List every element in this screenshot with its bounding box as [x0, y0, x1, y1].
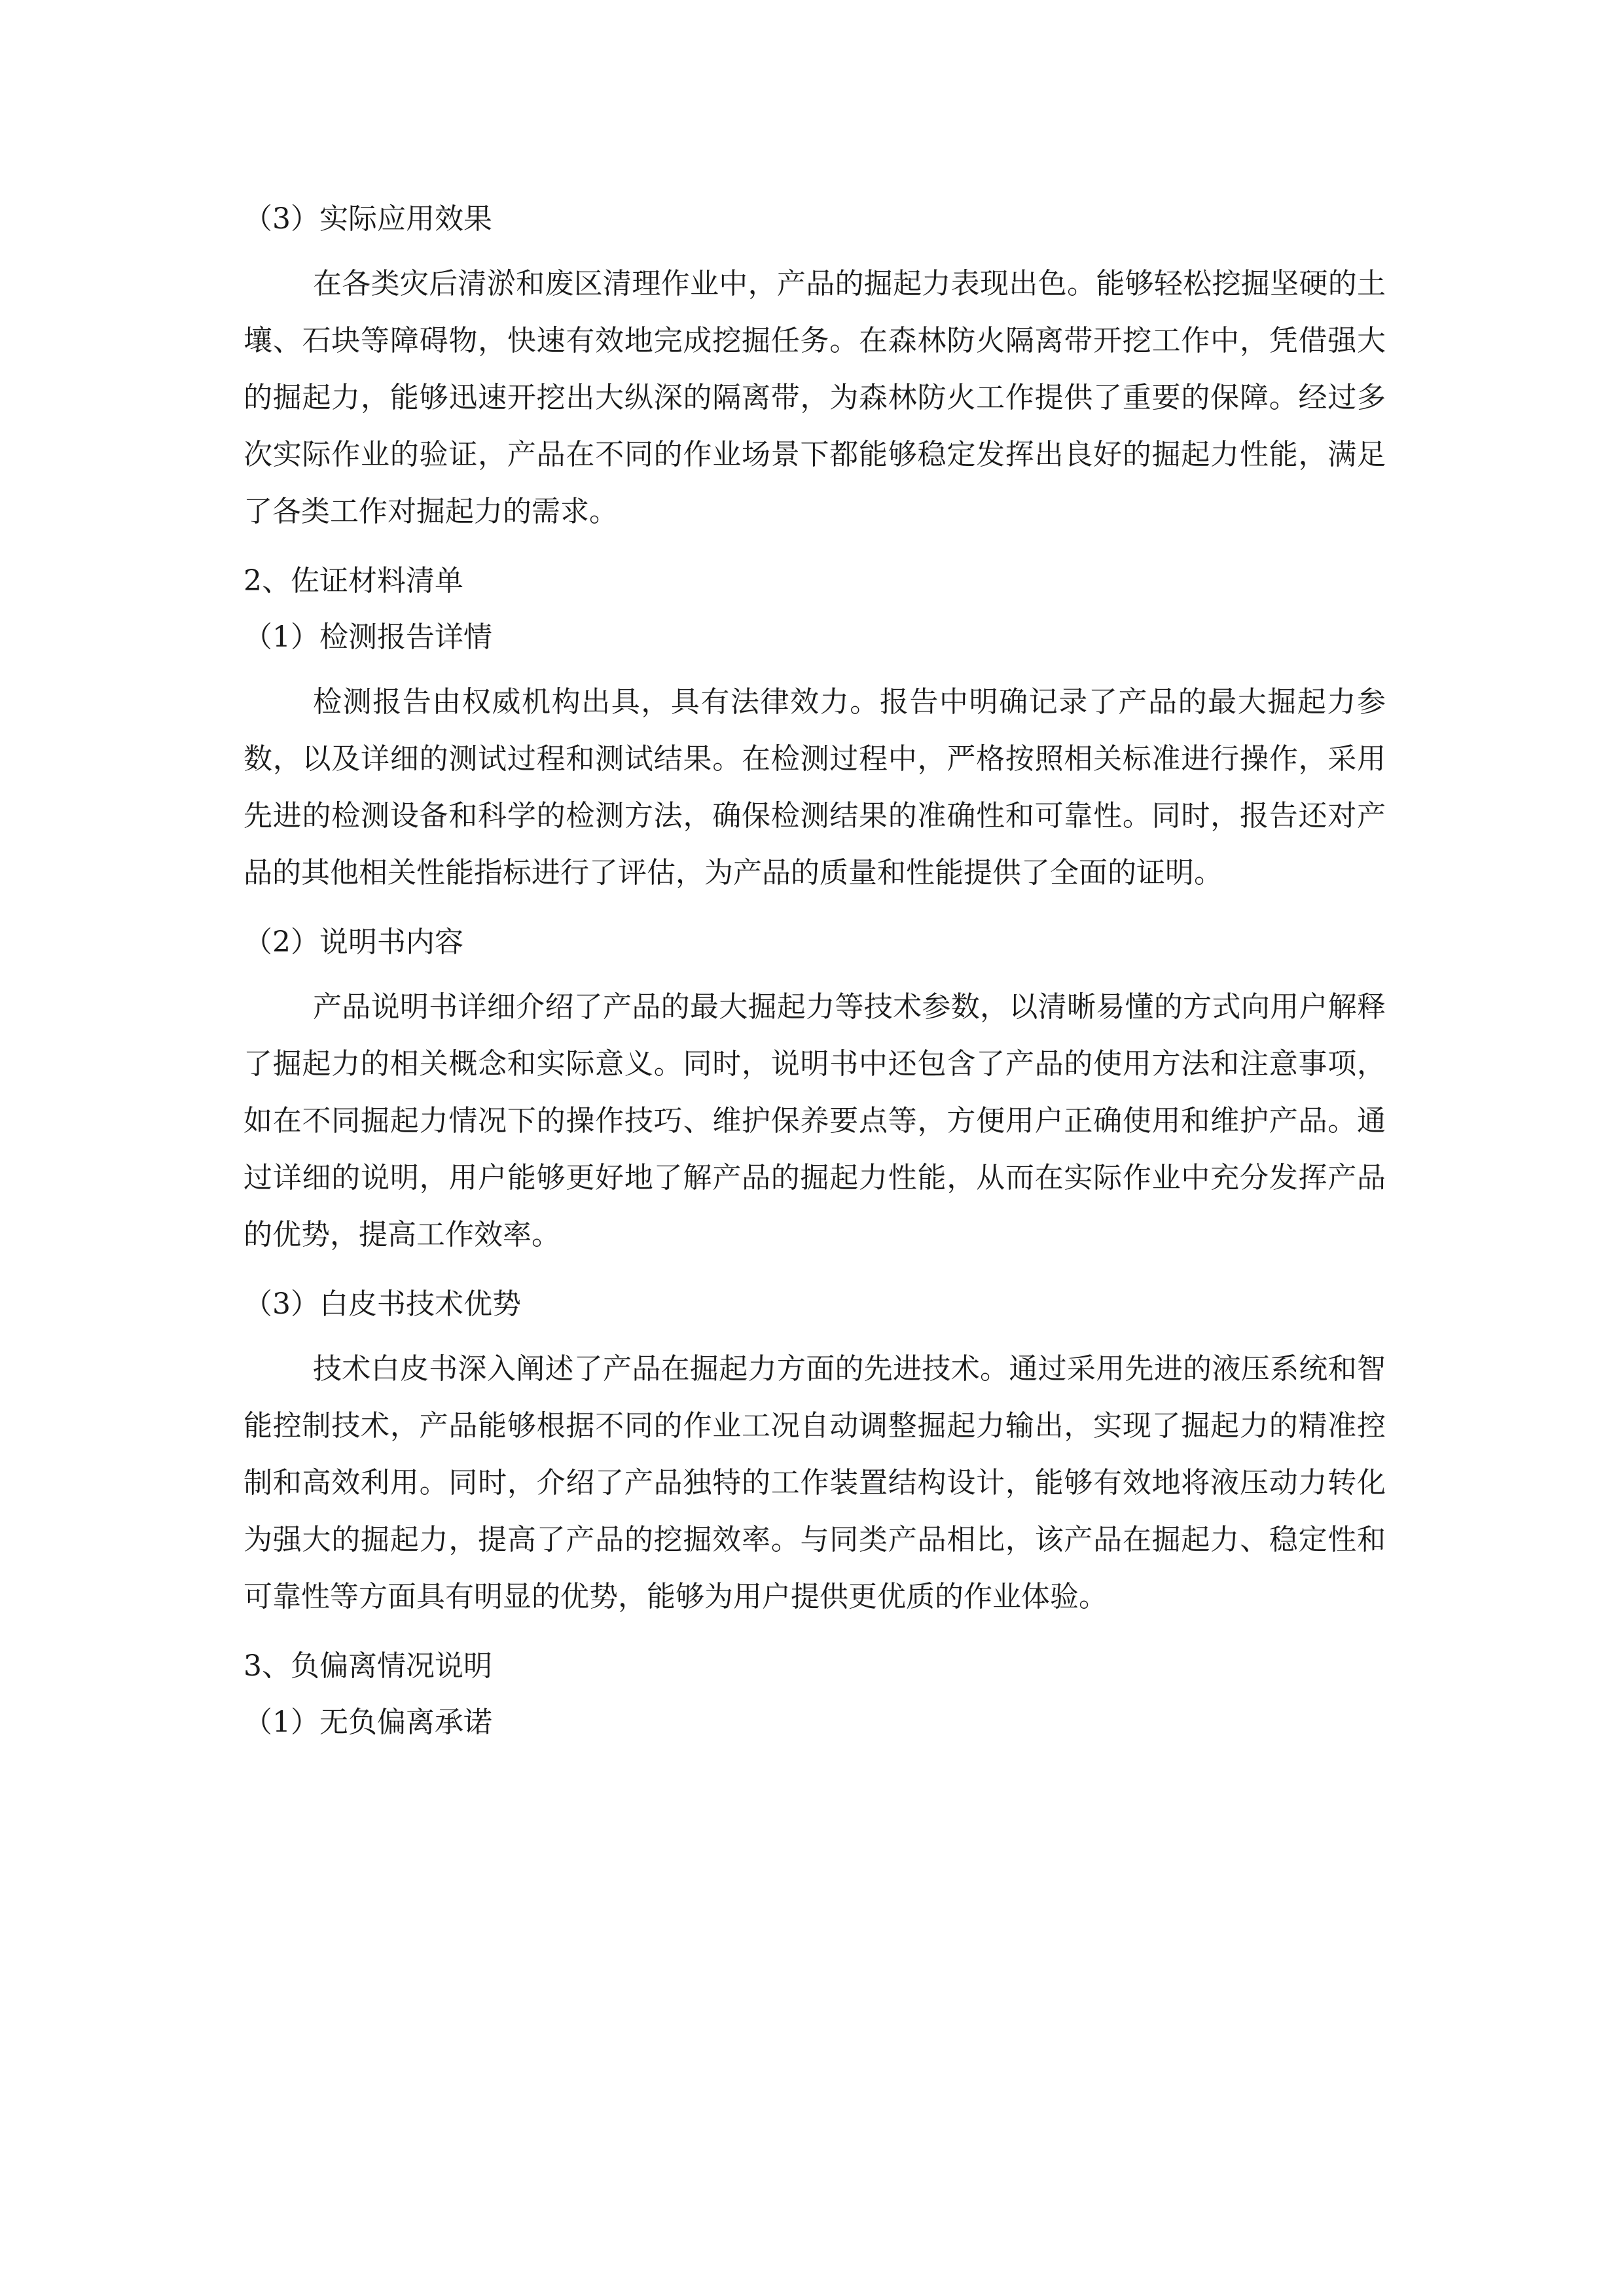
heading-whitepaper: （3）白皮书技术优势	[244, 1287, 521, 1321]
heading-no-deviation-commitment: （1）无负偏离承诺	[244, 1706, 492, 1739]
heading-manual: （2）说明书内容	[244, 925, 463, 959]
paragraph-manual: 产品说明书详细介绍了产品的最大掘起力等技术参数，以清晰易懂的方式向用户解释了掘起力的相关概念和实际意义。同时，说明书中还包含了产品的使用方法和注意事项，如在不同掘起力情况下的操作技巧、维护保养要点等，方便用户正确使用和维护产品。通过详细的说明，用户能够更好地了解产品的掘起力性能，从而在实际作业中充分发挥产品的优势，提高工作效率。	[244, 990, 1386, 1251]
heading-test-report: （1）检测报告详情	[244, 620, 492, 654]
heading-practical-effect: （3）实际应用效果	[244, 202, 492, 236]
document-body	[244, 191, 1386, 1751]
paragraph-practical-effect: 在各类灾后清淤和废区清理作业中，产品的掘起力表现出色。能够轻松挖掘坚硬的土壤、石块等障碍物，快速有效地完成挖掘任务。在森林防火隔离带开挖工作中，凭借强大的掘起力，能够迅速开挖出大纵深的隔离带，为森林防火工作提供了重要的保障。经过多次实际作业的验证，产品在不同的作业场景下都能够稳定发挥出良好的掘起力性能，满足了各类工作对掘起力的需求。	[244, 267, 1386, 528]
paragraph-whitepaper: 技术白皮书深入阐述了产品在掘起力方面的先进技术。通过采用先进的液压系统和智能控制技术，产品能够根据不同的作业工况自动调整掘起力输出，实现了掘起力的精准控制和高效利用。同时，介绍了产品独特的工作装置结构设计，能够有效地将液压动力转化为强大的掘起力，提高了产品的挖掘效率。与同类产品相比，该产品在掘起力、稳定性和可靠性等方面具有明显的优势，能够为用户提供更优质的作业体验。	[244, 1352, 1386, 1613]
heading-negative-deviation: 3、负偏离情况说明	[244, 1649, 492, 1683]
heading-evidence-list: 2、佐证材料清单	[244, 564, 463, 598]
paragraph-test-report: 检测报告由权威机构出具，具有法律效力。报告中明确记录了产品的最大掘起力参数，以及详细的测试过程和测试结果。在检测过程中，严格按照相关标准进行操作，采用先进的检测设备和科学的检测方法，确保检测结果的准确性和可靠性。同时，报告还对产品的其他相关性能指标进行了评估，为产品的质量和性能提供了全面的证明。	[244, 685, 1386, 889]
